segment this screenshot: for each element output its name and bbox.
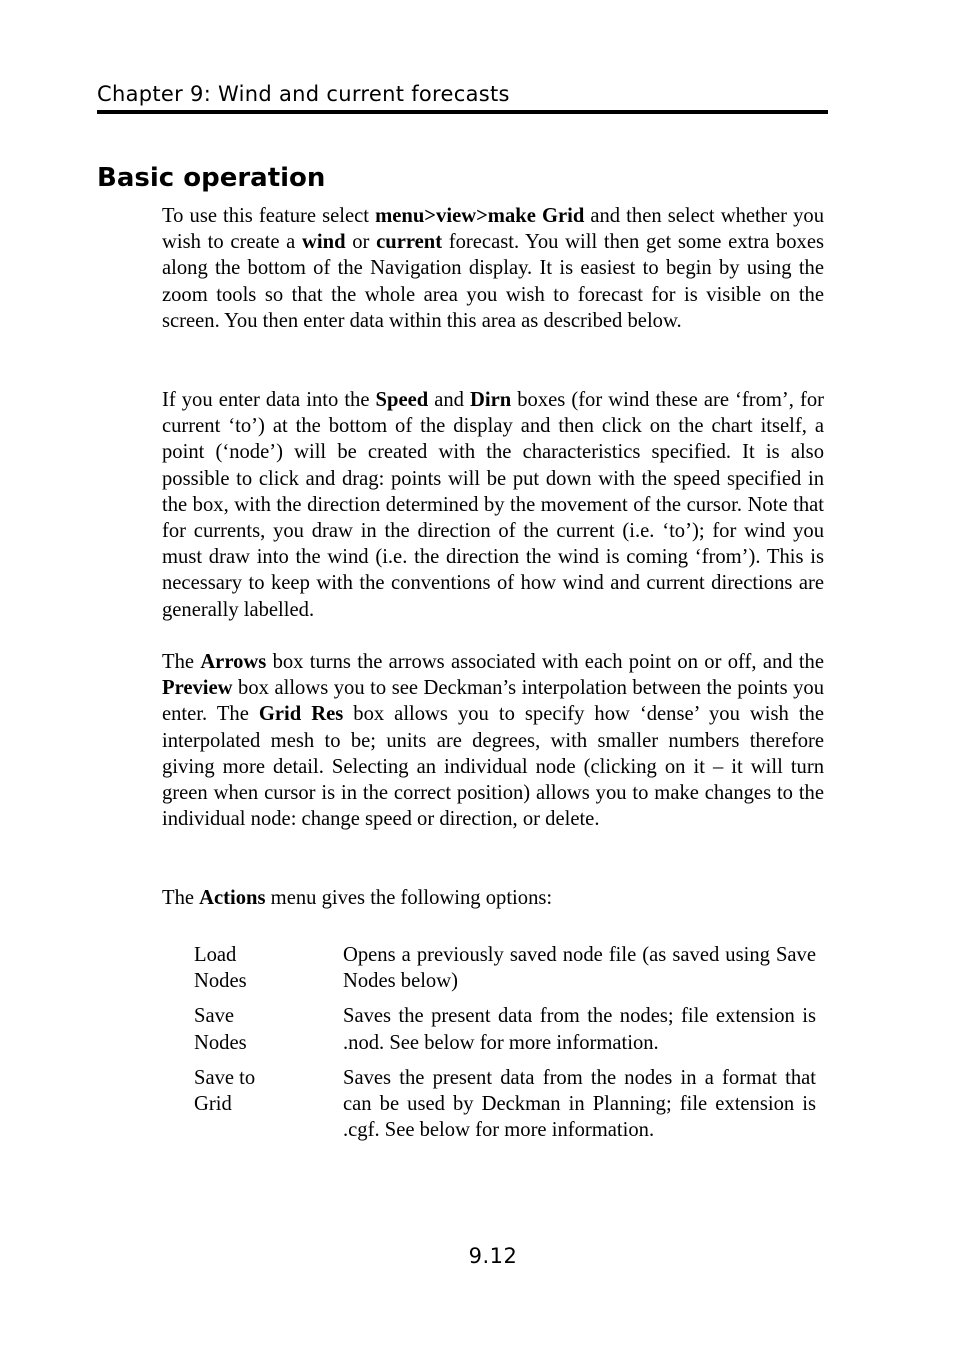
section-title: Basic operation	[97, 163, 326, 193]
paragraph-intro: To use this feature select menu>view>make Grid and then select whether you wish to create a wind or current forecast. You will then get some extra boxes along the bottom of the Navigation display. It is easiest to begin by using the zoom tools so that the whole area you wish to forecast for is visible on the screen. You then enter data within this area as described below.	[162, 205, 824, 332]
page-header	[97, 80, 828, 114]
action-description: Saves the present data from the nodes in a format that can be used by Deckman in Planning; file extension is .cgf. See below for more information.	[343, 1066, 816, 1142]
paragraph-actions-intro: The Actions menu gives the following options:	[162, 887, 553, 909]
action-description: Opens a previously saved node file (as saved using Save Nodes below)	[343, 944, 816, 993]
paragraph-arrows-preview: The Arrows box turns the arrows associated with each point on or off, and the Preview box allows you to see Deckman’s interpolation between the points you enter. The Grid Res box allows you to specify how ‘dense’ you wish the interpolated mesh to be; units are degrees, with smaller numbers therefore giving more detail. Selecting an individual node (clicking on it – it will turn green when cursor is in the correct position) allows you to make changes to the individual node: change speed or direction, or delete.	[162, 651, 824, 831]
paragraph-speed-dirn: If you enter data into the Speed and Dirn boxes (for wind these are ‘from’, for current ‘to’) at the bottom of the display and then click on the chart itself, a point (‘node’) will be created with the characteristics specified. It is also possible to click and drag: points will be put down with the speed specified in the box, with the direction determined by the movement of the cursor. Note that for currents, you draw in the direction of the current (i.e. ‘to’); for wind you must draw into the wind (i.e. the direction the wind is coming ‘from’). This is necessary to keep with the conventions of how wind and current directions are generally labelled.	[162, 389, 824, 621]
action-name: Save Nodes	[194, 1005, 247, 1054]
action-description: Saves the present data from the nodes; file extension is .nod. See below for more information.	[343, 1005, 816, 1054]
action-save-to-grid	[194, 1065, 816, 1144]
action-name: Save to Grid	[194, 1066, 256, 1116]
page-number: 9.12	[468, 1244, 518, 1268]
chapter-title: Chapter 9: Wind and current forecasts	[97, 82, 510, 106]
action-load-nodes	[194, 942, 816, 994]
actions-list	[194, 942, 816, 1152]
action-save-nodes	[194, 1003, 816, 1055]
action-name: Load Nodes	[194, 944, 247, 993]
